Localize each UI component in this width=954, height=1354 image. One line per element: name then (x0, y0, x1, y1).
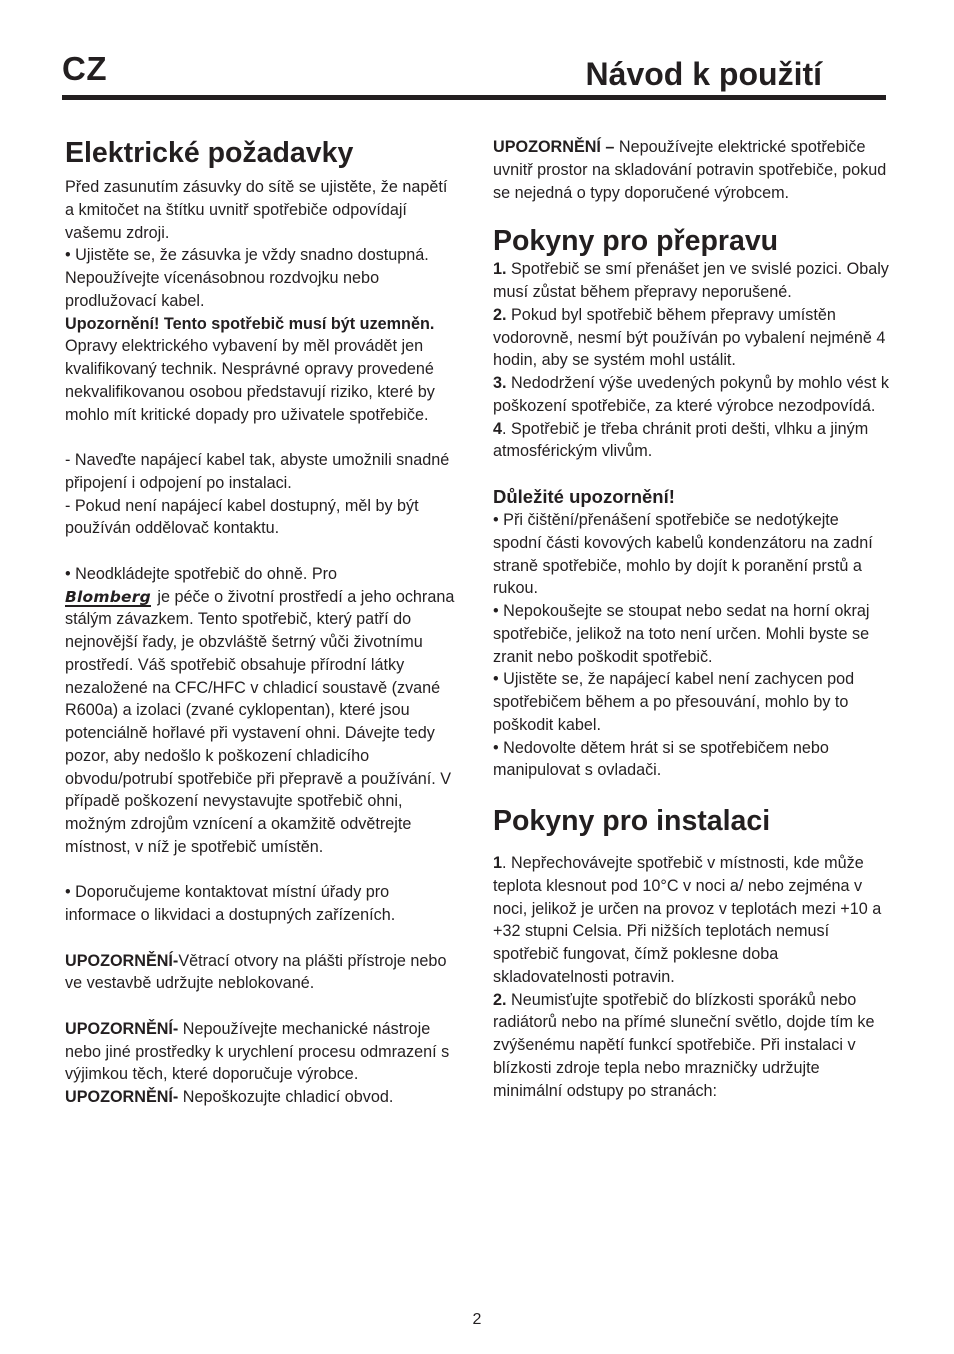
warning-defrost: UPOZORNĚNÍ- Nepoužívejte mechanické nástroje nebo jiné prostředky k urychlení procesu odmrazení s výjimkou těch, které doporučuje výrobce. (65, 1019, 450, 1084)
warning-grounding: Upozornění! Tento spotřebič musí být uzemněn. (65, 314, 435, 333)
right-column (493, 136, 891, 1102)
heading-transport: Pokyny pro přepravu (493, 225, 779, 258)
paragraph-fire (65, 563, 457, 859)
important-item-2: • Nepokoušejte se stoupat nebo sedat na horní okraj spotřebiče, jelikož na toto není určen. Mohli byste se zranit nebo poškodit spotřebič. (493, 602, 870, 666)
transport-item-2: 2. Pokud byl spotřebič během přepravy umístěn vodorovně, nesmí být používán po vybalení nejméně 4 hodin, aby se systém mohl ustálit. (493, 305, 886, 370)
paragraph-disposal: • Doporučujeme kontaktovat místní úřady pro informace o likvidaci a dostupných zařízeních. (65, 883, 396, 924)
heading-important: Důležité upozornění! (493, 486, 675, 507)
install-item-1: 1. Nepřechovávejte spotřebič v místnosti, kde může teplota klesnout pod 10°C v noci a/ nebo zejména v noci, jelikož je určen na provoz v teplotách mezi +10 a +32 stupni Celsia. Při nižších teplotách nemusí spotřebič fungovat, čímž poklesne doba skladovatelnosti potravin. (493, 854, 882, 986)
install-item-2: 2. Neumisťujte spotřebič do blízkosti sporáků nebo radiátorů nebo na přímé sluneční světlo, dojde tím ke zvýšenému napětí funkcí spotřebiče. Při instalaci v blízkosti zdroje tepla nebo mrazničky udržujte minimální odstupy po stranách: (493, 990, 875, 1100)
paragraph-voltage: Před zasunutím zásuvky do sítě se ujistěte, že napětí a kmitočet na štítku uvnitř spotřebiče odpovídají vašemu zdroji. (65, 178, 448, 242)
important-item-3: • Ujistěte se, že napájecí kabel není zachycen pod spotřebičem během a po přesouvání, mohlo by to poškodit kabel. (493, 670, 855, 734)
transport-item-1: 1. Spotřebič se smí přenášet jen ve svislé pozici. Obaly musí zůstat během přepravy neporušené. (493, 260, 889, 301)
left-column (65, 136, 457, 1109)
brand-logo: Blomberg (65, 587, 151, 606)
important-item-1: • Při čištění/přenášení spotřebiče se nedotýkejte spodní části kovových kabelů kondenzátoru na zadní straně spotřebiče, mohlo by dojít k poranění prstů a rukou. (493, 511, 873, 598)
heading-electrical: Elektrické požadavky (65, 137, 354, 169)
fire-text-rest: je péče o životní prostředí a jeho ochrana stálým závazkem. Tento spotřebič, který patří do nejnovější řady, je obzvláště šetrný vůči životnímu prostředí. Váš spotřebič obsahuje přírodní látky nezaložené na CFC/HFC v chladicí soustavě (zvané R600a) a izolaci (zvané cyklopentan), které jsou potenciálně hořlavé při vystavení ohni. Dávejte tedy pozor, aby nedošlo k poškození chladicího obvodu/potrubí spotřebiče při přepravě a používání. V případě poškození nevystavujte spotřebič ohni, možným zdrojům vznícení a okamžitě odvětrejte místnost, v níž je spotřebič umístěn. (65, 587, 455, 856)
header-rule (62, 95, 886, 100)
heading-install: Pokyny pro instalaci (493, 805, 771, 837)
warning-circuit: UPOZORNĚNÍ- Nepoškozujte chladicí obvod. (65, 1088, 394, 1106)
transport-item-3: 3. Nedodržení výše uvedených pokynů by mohlo vést k poškození spotřebiče, za které výrobce nezodpovídá. (493, 374, 889, 415)
paragraph-cable-routing: - Naveďte napájecí kabel tak, abyste umožnili snadné připojení i odpojení po instalaci. (65, 451, 450, 492)
important-item-4: • Nedovolte dětem hrát si se spotřebičem nebo manipulovat s ovladači. (493, 738, 829, 780)
paragraph-socket: • Ujistěte se, že zásuvka je vždy snadno dostupná. Nepoužívejte vícenásobnou rozdvojku nebo prodlužovací kabel. (65, 246, 429, 310)
warning-vents: UPOZORNĚNÍ-Větrací otvory na plášti přístroje nebo ve vestavbě udržujte neblokované. (65, 951, 447, 993)
warning-appliances: UPOZORNĚNÍ – Nepoužívejte elektrické spotřebiče uvnitř prostor na skladování potravin spotřebiče, pokud se nejedná o typy doporučené výrobcem. (493, 138, 887, 202)
paragraph-repairs: Opravy elektrického vybavení by měl provádět jen kvalifikovaný technik. Nesprávné opravy provedené nekvalifikovanou osobou představují riziko, které by mohlo mít kritické dopady pro uživatele spotřebiče. (65, 337, 435, 424)
paragraph-disconnector: - Pokud není napájecí kabel dostupný, měl by být používán oddělovač kontaktu. (65, 496, 419, 538)
page-title: Návod k použití (585, 56, 822, 92)
fire-text-start: • Neodkládejte spotřebič do ohně. Pro (65, 564, 338, 583)
page-number: 2 (472, 1311, 482, 1328)
language-code: CZ (62, 50, 107, 87)
transport-item-4: 4. Spotřebič je třeba chránit proti dešti, vlhku a jiným atmosférickým vlivům. (493, 419, 869, 461)
